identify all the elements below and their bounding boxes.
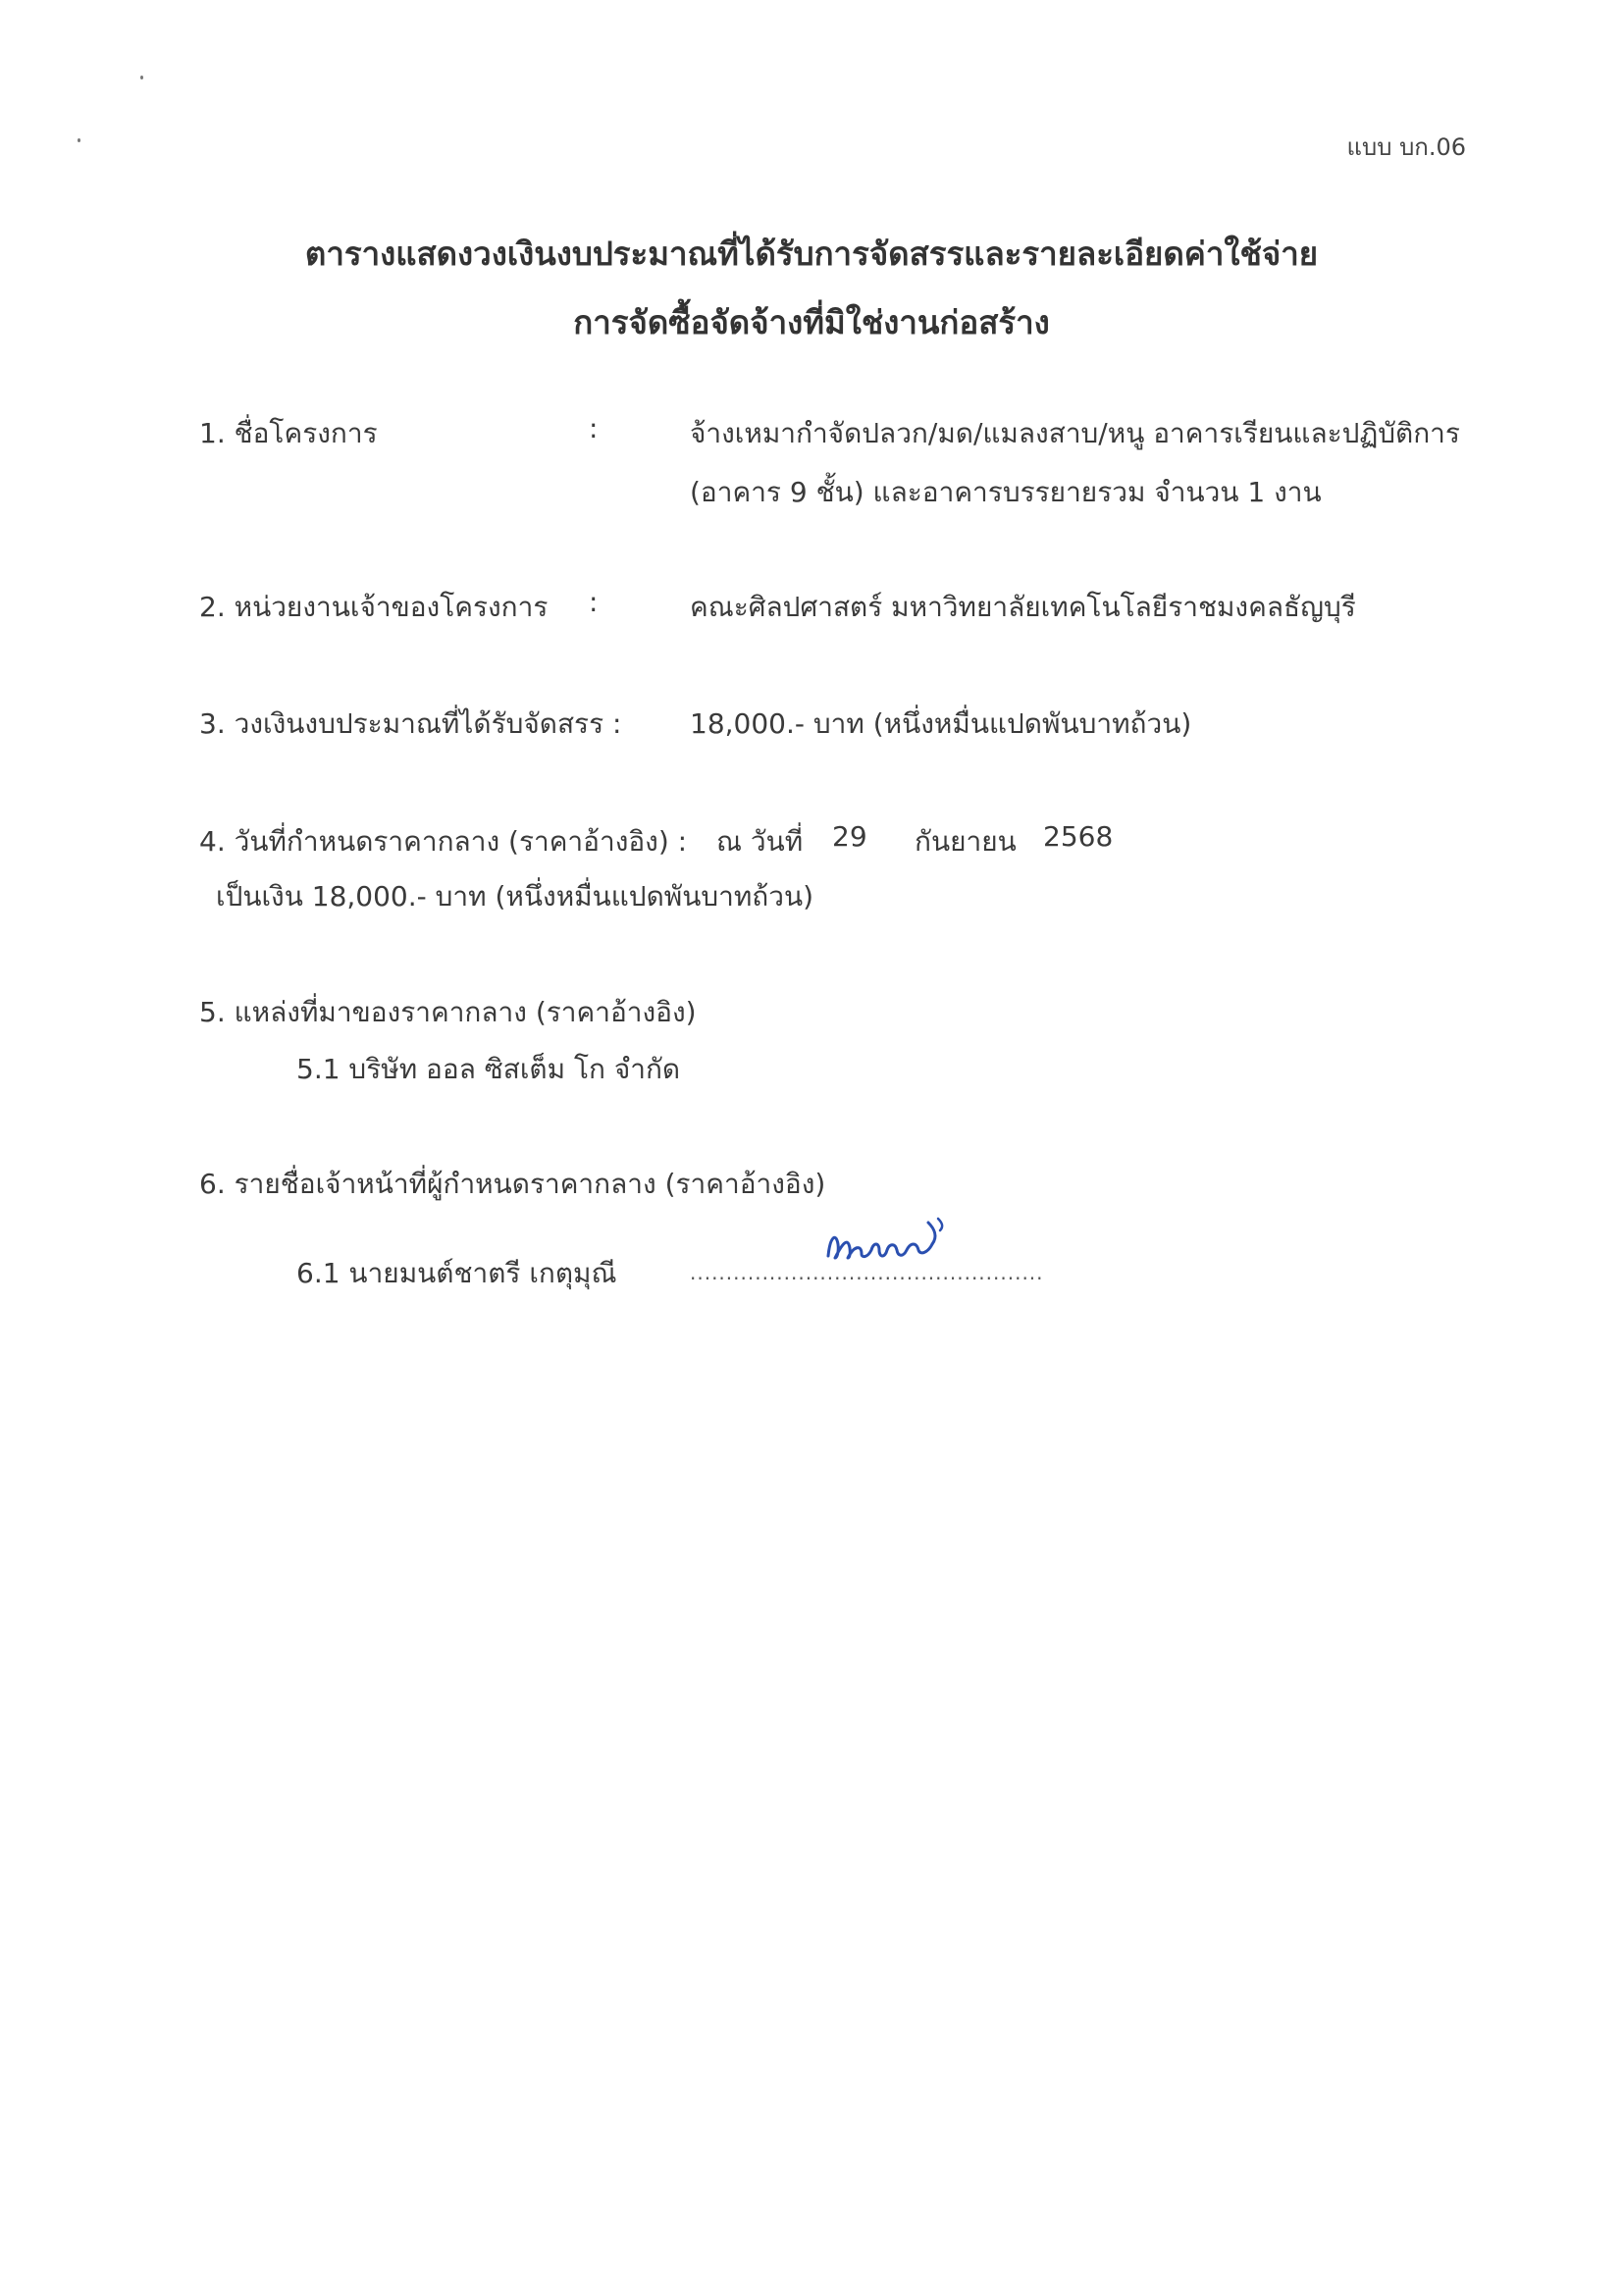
reference-date-month: กันยายน: [915, 825, 1017, 858]
budget-value: 18,000.- บาท (หนึ่งหมื่นแปดพันบาทถ้วน): [690, 707, 1192, 740]
owner-unit-label: 2. หน่วยงานเจ้าของโครงการ: [199, 591, 549, 623]
reference-amount: เป็นเงิน 18,000.- บาท (หนึ่งหมื่นแปดพันบาทถ้วน): [216, 880, 814, 913]
project-name-value-line-1: จ้างเหมากำจัดปลวก/มด/แมลงสาบ/หนู อาคารเรียนและปฏิบัติการ: [690, 417, 1460, 449]
signature-line: .................................................: [690, 1261, 1044, 1284]
scan-speck: [78, 138, 80, 142]
committee-member-1: 6.1 นายมนต์ชาตรี เกตุมุณี: [296, 1257, 617, 1289]
reference-date-label: 4. วันที่กำหนดราคากลาง (ราคาอ้างอิง) :: [199, 825, 688, 858]
owner-unit-value: คณะศิลปศาสตร์ มหาวิทยาลัยเทคโนโลยีราชมงคลธัญบุรี: [690, 591, 1356, 623]
owner-unit-colon: :: [589, 586, 599, 618]
scan-speck: [140, 76, 143, 79]
document-title-line-1: ตารางแสดงวงเงินงบประมาณที่ได้รับการจัดสรรและรายละเอียดค่าใช้จ่าย: [304, 235, 1319, 273]
project-name-value-line-2: (อาคาร 9 ชั้น) และอาคารบรรยายรวม จำนวน 1 งาน: [690, 476, 1322, 508]
reference-date-year: 2568: [1043, 820, 1114, 853]
budget-label: 3. วงเงินงบประมาณที่ได้รับจัดสรร :: [199, 707, 622, 740]
price-source-item-1: 5.1 บริษัท ออล ซิสเต็ม โก จำกัด: [296, 1053, 681, 1085]
committee-label: 6. รายชื่อเจ้าหน้าที่ผู้กำหนดราคากลาง (ราคาอ้างอิง): [199, 1168, 826, 1200]
project-name-colon: :: [589, 412, 599, 444]
project-name-label: 1. ชื่อโครงการ: [199, 417, 378, 449]
reference-date-prefix: ณ วันที่: [716, 825, 804, 858]
price-source-label: 5. แหล่งที่มาของราคากลาง (ราคาอ้างอิง): [199, 996, 697, 1028]
form-code: แบบ บก.06: [1346, 133, 1466, 161]
reference-date-day: 29: [832, 820, 867, 853]
handwritten-signature: [822, 1215, 956, 1274]
document-title-line-2: การจัดซื้อจัดจ้างที่มิใช่งานก่อสร้าง: [573, 303, 1050, 341]
